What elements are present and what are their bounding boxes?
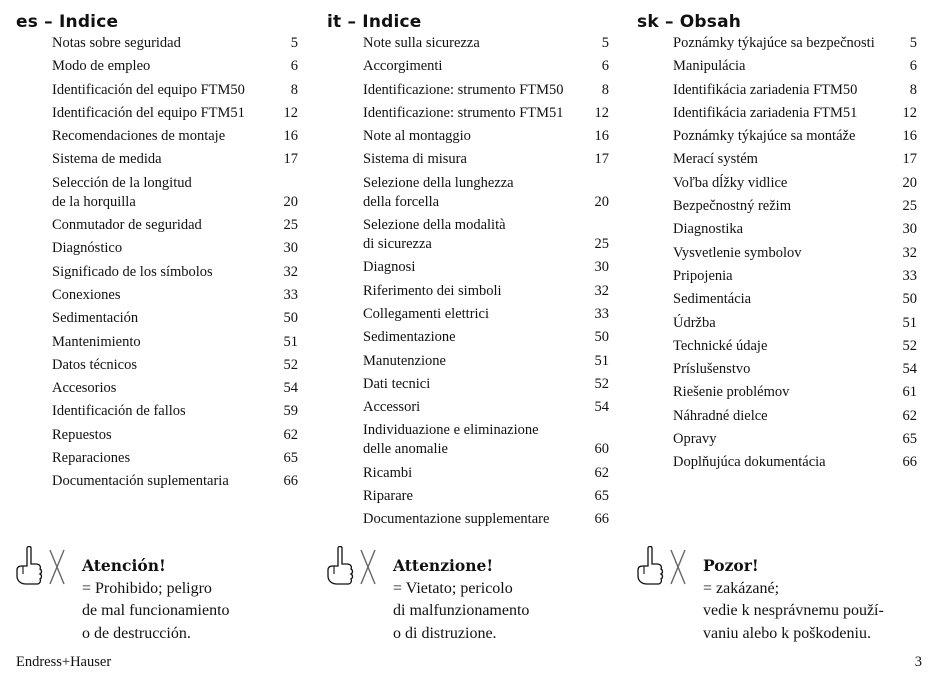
- toc-entry-page: 20: [902, 174, 917, 191]
- toc-entry-title: Diagnostika: [673, 221, 744, 238]
- toc-entry-page: 5: [909, 35, 917, 51]
- toc-entry: [52, 81, 298, 100]
- toc-entry-page: 6: [290, 58, 298, 75]
- footer-brand: Endress+Hauser: [16, 654, 112, 670]
- toc-entry: [52, 57, 298, 76]
- toc-entry-title: Identifikácia zariadenia FTM50: [673, 81, 858, 98]
- toc-entry-title: Note al montaggio: [363, 128, 471, 145]
- toc-entry-title: Riparare: [363, 488, 413, 505]
- toc-entry-page: 20: [283, 193, 298, 210]
- toc-entry-page: 51: [594, 352, 609, 369]
- hand-prohibited-icon: [14, 546, 76, 592]
- toc-entry-page: 6: [601, 58, 609, 75]
- toc-entry: [363, 375, 609, 394]
- toc-entry-page: 59: [283, 403, 298, 420]
- toc-entry-title: Identificazione: strumento FTM51: [363, 104, 564, 121]
- toc-entry: [673, 314, 917, 333]
- hand-prohibited-icon: [635, 546, 697, 592]
- toc-entry-page: 8: [601, 81, 609, 98]
- hand-prohibited-icon: [325, 546, 387, 592]
- toc-entry-title: Accorgimenti: [363, 58, 443, 75]
- warning-body-it: = Vietato; pericolo di malfunzionamento o di distruzione.: [393, 579, 530, 642]
- toc-entry-page: 32: [594, 282, 609, 299]
- toc-entry-title: Documentación suplementaria: [52, 473, 229, 490]
- toc-entry: [363, 258, 609, 277]
- toc-entry: [363, 328, 609, 347]
- toc-entry-title: Voľba dĺžky vidlice: [673, 174, 788, 191]
- toc-entry: [363, 216, 609, 254]
- toc-entry-page: 60: [594, 441, 609, 458]
- toc-entry-page: 51: [902, 314, 917, 331]
- toc-entry: [673, 34, 917, 53]
- toc-entry: [52, 286, 298, 305]
- toc-entry: [363, 81, 609, 100]
- toc-entry-page: 50: [902, 291, 917, 308]
- toc-entry-title: Sedimentazione: [363, 329, 456, 346]
- toc-entry-title: Selezione della modalità di sicurezza: [363, 217, 506, 253]
- toc-entry-title: Reparaciones: [52, 450, 131, 467]
- toc-entry-title: Dati tecnici: [363, 375, 431, 392]
- toc-entry: [363, 487, 609, 506]
- toc-entry-title: Sedimentación: [52, 310, 139, 327]
- toc-entry-title: Datos técnicos: [52, 356, 137, 373]
- toc-list-it: [327, 34, 627, 529]
- toc-entry: [52, 472, 298, 491]
- toc-entry-page: 12: [283, 104, 298, 121]
- toc-entry: [673, 81, 917, 100]
- toc-entry-title: Conmutador de seguridad: [52, 217, 202, 234]
- toc-entry-page: 33: [902, 267, 917, 284]
- toc-entry-title: Riešenie problémov: [673, 384, 790, 401]
- toc-entry-page: 17: [283, 151, 298, 168]
- toc-entry: [363, 398, 609, 417]
- toc-entry: [673, 337, 917, 356]
- toc-entry-title: Repuestos: [52, 426, 112, 443]
- toc-entry-page: 16: [902, 128, 917, 145]
- toc-entry: [52, 379, 298, 398]
- toc-entry-page: 12: [594, 104, 609, 121]
- toc-list-es: [16, 34, 316, 491]
- toc-entry: [52, 104, 298, 123]
- toc-entry-page: 51: [283, 333, 298, 350]
- toc-entry-title: Príslušenstvo: [673, 361, 751, 378]
- toc-entry: [363, 127, 609, 146]
- toc-entry-page: 52: [594, 375, 609, 392]
- toc-entry-page: 5: [601, 35, 609, 51]
- toc-entry: [363, 174, 609, 212]
- toc-entry-title: Identifikácia zariadenia FTM51: [673, 104, 858, 121]
- toc-entry-page: 33: [594, 305, 609, 322]
- warning-title-es: Atención!: [82, 556, 166, 575]
- toc-entry-title: Identificación del equipo FTM50: [52, 81, 245, 98]
- toc-list-sk: [637, 34, 937, 472]
- toc-entry-page: 65: [594, 488, 609, 505]
- toc-entry-title: Individuazione e eliminazione delle anomalie: [363, 422, 539, 458]
- toc-entry: [52, 402, 298, 421]
- toc-entry: [363, 150, 609, 169]
- toc-entry-page: 8: [909, 81, 917, 98]
- toc-entry-title: Conexiones: [52, 286, 121, 303]
- toc-heading-it: it – Indice: [327, 12, 422, 32]
- toc-entry-page: 54: [283, 380, 298, 397]
- toc-entry: [673, 174, 917, 193]
- toc-entry: [363, 282, 609, 301]
- toc-entry-title: Diagnosi: [363, 259, 416, 276]
- toc-entry: [673, 127, 917, 146]
- toc-entry-page: 20: [594, 193, 609, 210]
- toc-entry-page: 30: [902, 221, 917, 238]
- toc-entry-title: Pripojenia: [673, 267, 733, 284]
- toc-entry: [363, 104, 609, 123]
- toc-entry: [673, 430, 917, 449]
- toc-entry: [52, 356, 298, 375]
- toc-entry-title: Recomendaciones de montaje: [52, 128, 226, 145]
- toc-entry-title: Manipulácia: [673, 58, 746, 75]
- toc-entry-page: 25: [902, 198, 917, 215]
- toc-entry: [52, 449, 298, 468]
- toc-entry-page: 25: [594, 236, 609, 253]
- toc-entry: [673, 290, 917, 309]
- warning-title-sk: Pozor!: [703, 556, 759, 575]
- toc-entry-page: 66: [902, 454, 917, 471]
- toc-entry-page: 66: [594, 511, 609, 528]
- toc-entry-page: 5: [290, 35, 298, 51]
- toc-entry-page: 62: [283, 426, 298, 443]
- toc-entry-page: 8: [290, 81, 298, 98]
- toc-heading-es: es – Indice: [16, 12, 119, 32]
- toc-entry-page: 12: [902, 104, 917, 121]
- toc-entry-page: 65: [283, 450, 298, 467]
- toc-entry: [673, 150, 917, 169]
- toc-entry-title: Doplňujúca dokumentácia: [673, 454, 826, 471]
- toc-entry: [52, 263, 298, 282]
- toc-entry: [673, 383, 917, 402]
- toc-entry-title: Notas sobre seguridad: [52, 35, 181, 51]
- toc-entry: [52, 309, 298, 328]
- toc-entry-page: 30: [283, 240, 298, 257]
- toc-entry-title: Selección de la longitud de la horquilla: [52, 174, 192, 210]
- toc-entry: [52, 34, 298, 53]
- toc-entry-page: 62: [902, 407, 917, 424]
- toc-entry-page: 30: [594, 259, 609, 276]
- toc-entry-title: Significado de los símbolos: [52, 263, 213, 280]
- toc-entry: [52, 426, 298, 445]
- toc-entry-page: 16: [594, 128, 609, 145]
- toc-entry: [363, 352, 609, 371]
- toc-entry-page: 17: [902, 151, 917, 168]
- toc-entry: [673, 244, 917, 263]
- toc-entry-page: 33: [283, 286, 298, 303]
- toc-entry-title: Vysvetlenie symbolov: [673, 244, 802, 261]
- toc-entry: [673, 407, 917, 426]
- toc-entry-page: 54: [902, 361, 917, 378]
- toc-entry-title: Diagnóstico: [52, 240, 123, 257]
- toc-entry-title: Modo de empleo: [52, 58, 151, 75]
- warning-body-es: = Prohibido; peligro de mal funcionamiento o de destrucción.: [82, 579, 230, 642]
- toc-entry-page: 32: [283, 263, 298, 280]
- toc-entry-title: Mantenimiento: [52, 333, 141, 350]
- toc-entry-title: Sistema de medida: [52, 151, 162, 168]
- toc-entry-page: 50: [283, 310, 298, 327]
- toc-entry: [363, 464, 609, 483]
- toc-entry-page: 62: [594, 464, 609, 481]
- toc-entry: [363, 421, 609, 459]
- toc-entry-title: Bezpečnostný režim: [673, 198, 791, 215]
- toc-entry-page: 6: [909, 58, 917, 75]
- toc-entry-title: Manutenzione: [363, 352, 446, 369]
- toc-entry-title: Documentazione supplementare: [363, 511, 550, 528]
- toc-entry-title: Poznámky týkajúce sa bezpečnosti: [673, 35, 875, 51]
- toc-heading-sk: sk – Obsah: [637, 12, 742, 32]
- toc-entry-title: Technické údaje: [673, 337, 768, 354]
- toc-entry-title: Údržba: [673, 314, 716, 331]
- toc-entry-title: Sedimentácia: [673, 291, 752, 308]
- warning-title-it: Attenzione!: [393, 556, 494, 575]
- toc-entry: [363, 305, 609, 324]
- toc-entry-page: 61: [902, 384, 917, 401]
- toc-entry-title: Identificazione: strumento FTM50: [363, 81, 564, 98]
- toc-entry-page: 32: [902, 244, 917, 261]
- toc-entry: [52, 150, 298, 169]
- toc-entry: [363, 57, 609, 76]
- toc-entry-page: 54: [594, 399, 609, 416]
- toc-entry-title: Riferimento dei simboli: [363, 282, 502, 299]
- toc-column-it: [327, 10, 627, 534]
- toc-entry-title: Náhradné dielce: [673, 407, 768, 424]
- toc-entry-title: Identificación de fallos: [52, 403, 186, 420]
- toc-entry-page: 17: [594, 151, 609, 168]
- toc-entry-title: Selezione della lunghezza della forcella: [363, 174, 514, 210]
- toc-entry-title: Ricambi: [363, 464, 413, 481]
- toc-entry-title: Accesorios: [52, 380, 117, 397]
- toc-entry-title: Identificación del equipo FTM51: [52, 104, 245, 121]
- toc-entry-page: 52: [902, 337, 917, 354]
- warning-body-sk: = zakázané; vedie k nesprávnemu použí- vaniu alebo k poškodeniu.: [703, 579, 884, 642]
- toc-entry: [673, 104, 917, 123]
- toc-entry-title: Opravy: [673, 431, 717, 448]
- toc-entry-page: 50: [594, 329, 609, 346]
- toc-entry-page: 66: [283, 473, 298, 490]
- toc-entry: [52, 239, 298, 258]
- toc-entry-page: 65: [902, 431, 917, 448]
- toc-entry: [673, 267, 917, 286]
- toc-entry: [673, 220, 917, 239]
- toc-column-sk: [637, 10, 937, 477]
- toc-entry: [363, 510, 609, 529]
- toc-entry-page: 52: [283, 356, 298, 373]
- toc-entry: [52, 216, 298, 235]
- toc-entry-page: 16: [283, 128, 298, 145]
- toc-entry-title: Merací systém: [673, 151, 758, 168]
- toc-entry: [363, 34, 609, 53]
- toc-column-es: [16, 10, 316, 496]
- toc-entry-title: Note sulla sicurezza: [363, 35, 480, 51]
- toc-entry-page: 25: [283, 217, 298, 234]
- toc-entry-title: Accessori: [363, 399, 421, 416]
- toc-entry: [52, 174, 298, 212]
- toc-entry: [52, 127, 298, 146]
- toc-entry: [673, 453, 917, 472]
- toc-entry: [673, 197, 917, 216]
- toc-entry: [52, 333, 298, 352]
- toc-entry: [673, 360, 917, 379]
- toc-entry-title: Collegamenti elettrici: [363, 305, 490, 322]
- footer-page-number: 3: [914, 654, 922, 670]
- toc-entry: [673, 57, 917, 76]
- toc-entry-title: Sistema di misura: [363, 151, 467, 168]
- toc-entry-title: Poznámky týkajúce sa montáže: [673, 128, 856, 145]
